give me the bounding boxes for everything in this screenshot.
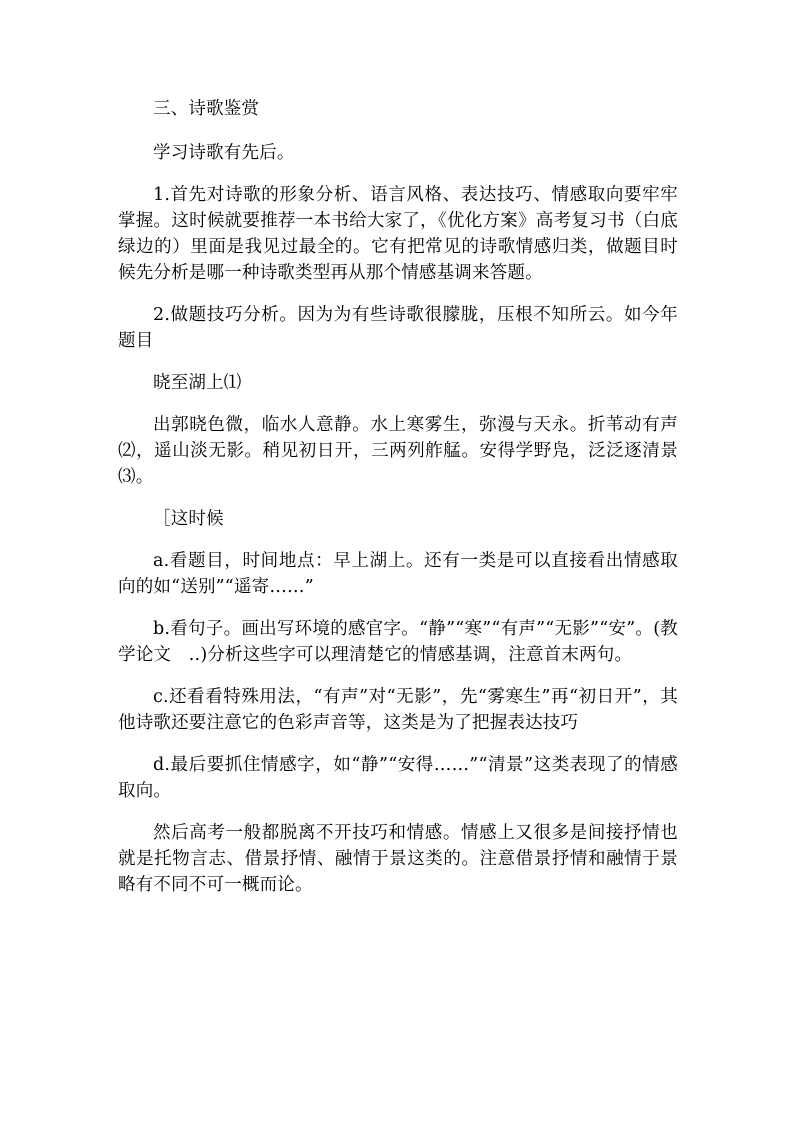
- bracket-note: ［这时候: [153, 509, 224, 529]
- document-body: [118, 96, 678, 898]
- step-a-paragraph: a.看题目，时间地点：早上湖上。还有一类是可以直接看出情感取向的如“送别”“遥寄……”: [118, 551, 678, 597]
- conclusion-paragraph: 然后高考一般都脱离不开技巧和情感。情感上又很多是间接抒情也就是托物言志、借景抒情、融情于景这类的。注意借景抒情和融情于景略有不同不可一概而论。: [118, 823, 678, 895]
- step-d-paragraph: d.最后要抓住情感字，如“静”“安得……”“清景”这类表现了的情感取向。: [118, 755, 678, 801]
- section-heading: 三、诗歌鉴赏: [153, 99, 260, 119]
- step-b-paragraph: b.看句子。画出写环境的感官字。“静”“寒”“有声”“无影”“安”。(教学论文 ..)分析这些字可以理清楚它的情感基调，注意首末两句。: [118, 619, 678, 665]
- intro-paragraph: 学习诗歌有先后。: [153, 143, 295, 163]
- step-c-paragraph: c.还看看特殊用法，“有声”对“无影”，先“雾寒生”再“初日开”，其他诗歌还要注意它的色彩声音等，这类是为了把握表达技巧: [118, 687, 678, 733]
- point-2-paragraph: 2.做题技巧分析。因为为有些诗歌很朦胧，压根不知所云。如今年题目: [118, 305, 678, 351]
- poem-title: 晓至湖上⑴: [153, 373, 242, 393]
- poem-body: 出郭晓色微，临水人意静。水上寒雾生，弥漫与天永。折苇动有声⑵，遥山淡无影。稍见初日开，三两列舴艋。安得学野凫，泛泛逐清景⑶。: [118, 415, 678, 487]
- point-1-paragraph: 1.首先对诗歌的形象分析、语言风格、表达技巧、情感取向要牢牢掌握。这时候就要推荐一本书给大家了，《优化方案》高考复习书（白底绿边的）里面是我见过最全的。它有把常见的诗歌情感归类，做题目时候先分析是哪一种诗歌类型再从那个情感基调来答题。: [118, 185, 678, 283]
